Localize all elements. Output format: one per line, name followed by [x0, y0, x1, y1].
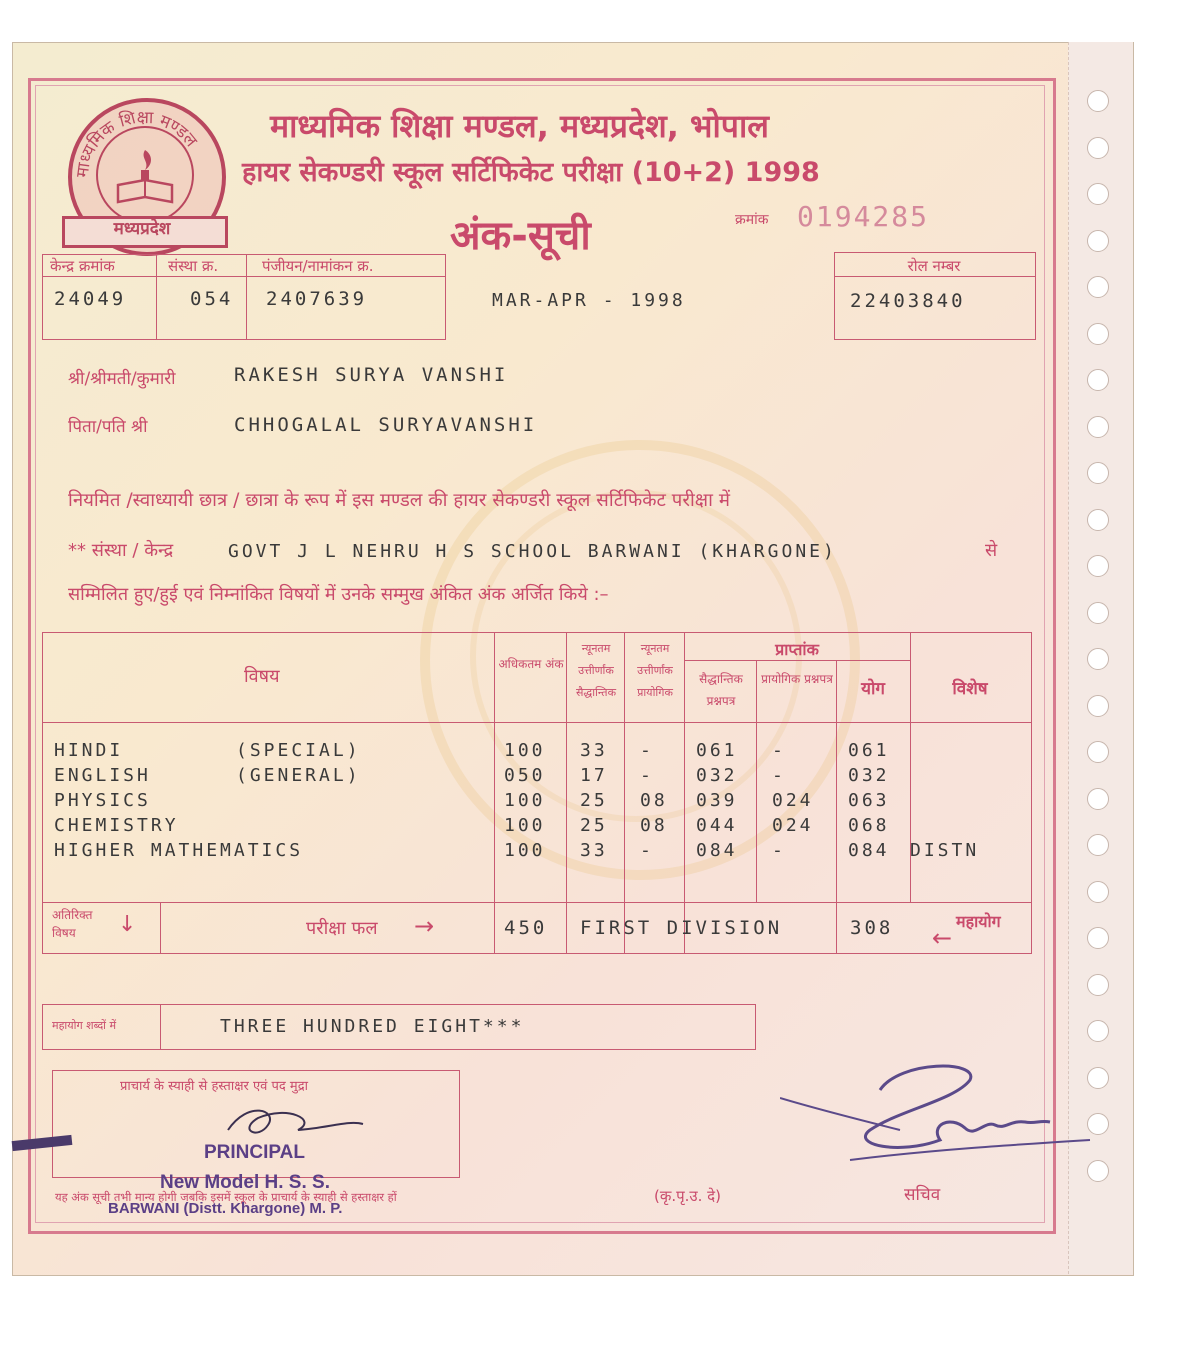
left-arrow-icon: ←	[932, 924, 953, 952]
id-box-divider-1	[156, 254, 157, 340]
perforation-hole	[1087, 648, 1109, 670]
cell-min-pr: -	[640, 740, 654, 761]
cell-practical: -	[772, 840, 786, 861]
marks-header-divider	[42, 722, 1032, 723]
header-subject: विषय	[244, 666, 280, 687]
perforation-hole	[1087, 183, 1109, 205]
institution-value: 054	[190, 288, 234, 310]
registration-label: पंजीयन/नामांकन क्र.	[262, 257, 374, 275]
cell-min-th: 25	[580, 790, 608, 811]
cell-min-pr: 08	[640, 815, 668, 836]
col-divider-min-pr	[624, 632, 625, 954]
perforation-hole	[1087, 602, 1109, 624]
perforation-hole	[1087, 369, 1109, 391]
perforation-hole	[1087, 137, 1109, 159]
perforation-hole	[1087, 416, 1109, 438]
document-title: अंक-सूची	[450, 213, 591, 259]
down-arrow-icon: ↓	[118, 912, 137, 937]
perforation-hole	[1087, 323, 1109, 345]
cell-total: 084	[848, 840, 890, 861]
perforation-hole	[1087, 927, 1109, 949]
cell-min-th: 17	[580, 765, 608, 786]
perforation-hole	[1087, 462, 1109, 484]
perforation-hole	[1087, 276, 1109, 298]
cell-subject: HINDI	[54, 740, 124, 761]
secretary-signature-icon	[780, 1050, 1100, 1170]
perforation-hole	[1087, 90, 1109, 112]
institution-label: संस्था क्र.	[168, 257, 219, 275]
cell-min-th: 33	[580, 740, 608, 761]
seal-label: मध्यप्रदेश	[113, 219, 171, 239]
book-lamp-icon	[110, 140, 180, 210]
words-box-divider	[160, 1004, 161, 1050]
header-total: योग	[861, 679, 885, 699]
cell-total: 032	[848, 765, 890, 786]
col-divider-special	[910, 632, 911, 902]
cell-subject: PHYSICS	[54, 790, 151, 811]
words-label: महायोग शब्दों में	[52, 1019, 117, 1032]
cell-type: (SPECIAL)	[236, 740, 361, 761]
cell-min-th: 25	[580, 815, 608, 836]
serial-label: क्रमांक	[735, 212, 769, 228]
cell-total: 061	[848, 740, 890, 761]
perforation-hole	[1087, 741, 1109, 763]
principal-box-label: प्राचार्य के स्याही से हस्ताक्षर एवं पद मुद्रा	[120, 1079, 308, 1094]
cell-max: 100	[504, 815, 546, 836]
board-name: माध्यमिक शिक्षा मण्डल, मध्यप्रदेश, भोपाल	[270, 107, 769, 145]
stamp-school: New Model H. S. S.	[160, 1172, 330, 1193]
cell-practical: 024	[772, 815, 814, 836]
secretary-label: सचिव	[904, 1185, 941, 1205]
perforation-hole	[1087, 834, 1109, 856]
cell-max: 050	[504, 765, 546, 786]
id-box-header-divider	[42, 276, 446, 277]
exam-name: हायर सेकण्डरी स्कूल सर्टिफिकेट परीक्षा (10+2) 1998	[242, 157, 820, 188]
stamp-address: BARWANI (Distt. Khargone) M. P.	[108, 1200, 343, 1217]
roll-value: 22403840	[850, 290, 966, 312]
cell-min-th: 33	[580, 840, 608, 861]
cell-subject: HIGHER MATHEMATICS	[54, 840, 304, 861]
school-name: GOVT J L NEHRU H S SCHOOL BARWANI (KHARGONE)	[228, 541, 837, 562]
centre-label: केन्द्र क्रमांक	[50, 257, 115, 275]
name-label: श्री/श्रीमती/कुमारी	[68, 369, 176, 389]
max-total: 450	[504, 917, 548, 939]
cell-special: DISTN	[910, 840, 980, 861]
col-divider-practical	[756, 660, 757, 902]
statement-line-3: सम्मिलित हुए/हुई एवं निम्नांकित विषयों में उनके सम्मुख अंकित अंक अर्जित किये :–	[68, 584, 609, 605]
cell-type: (GENERAL)	[236, 765, 361, 786]
exam-session: MAR-APR - 1998	[492, 290, 686, 311]
division: FIRST DIVISION	[580, 917, 783, 939]
obtained-header-divider	[684, 660, 910, 661]
cell-total: 063	[848, 790, 890, 811]
cell-subject: ENGLISH	[54, 765, 151, 786]
col-divider-min-th	[566, 632, 567, 954]
cell-subject: CHEMISTRY	[54, 815, 179, 836]
stamp-principal: PRINCIPAL	[204, 1142, 305, 1163]
cell-min-pr: -	[640, 765, 654, 786]
header-obtained: प्राप्तांक	[775, 640, 819, 659]
perforation-hole	[1087, 974, 1109, 996]
cell-max: 100	[504, 840, 546, 861]
perforation-hole	[1087, 1020, 1109, 1042]
cell-theory: 044	[696, 815, 738, 836]
perforation-hole	[1087, 788, 1109, 810]
header-min-theory: न्यूनतम उत्तीर्णांक सैद्धान्तिक	[575, 642, 617, 699]
serial-number: 0194285	[797, 200, 930, 233]
cell-practical: 024	[772, 790, 814, 811]
validity-note: यह अंक सूची तभी मान्य होगी जबकि इसमें स्कूल के प्राचार्य के स्याही से हस्ताक्षर हों	[55, 1190, 397, 1204]
cell-theory: 039	[696, 790, 738, 811]
name-value: RAKESH SURYA VANSHI	[234, 364, 509, 386]
father-value: CHHOGALAL SURYAVANSHI	[234, 414, 538, 436]
cell-min-pr: -	[640, 840, 654, 861]
col-divider-total	[836, 660, 837, 954]
grand-total: 308	[850, 917, 894, 939]
result-row-divider	[42, 902, 1032, 903]
statement-line-2-prefix: ** संस्था / केन्द्र	[68, 540, 174, 561]
cell-total: 068	[848, 815, 890, 836]
perforation-hole	[1087, 695, 1109, 717]
cell-max: 100	[504, 740, 546, 761]
header-special: विशेष	[952, 679, 988, 699]
right-arrow-icon: →	[414, 912, 435, 940]
pto-note: (कृ.पृ.उ. दे)	[654, 1187, 722, 1205]
roll-label: रोल नम्बर	[907, 257, 961, 275]
cell-practical: -	[772, 740, 786, 761]
cell-theory: 032	[696, 765, 738, 786]
svg-text:माध्यमिक शिक्षा मण्डल: माध्यमिक शिक्षा मण्डल	[72, 107, 201, 179]
header-min-practical: न्यूनतम उत्तीर्णांक प्रायोगिक	[637, 642, 673, 699]
cell-theory: 061	[696, 740, 738, 761]
col-divider-max	[494, 632, 495, 954]
registration-value: 2407639	[266, 288, 368, 310]
cell-theory: 084	[696, 840, 738, 861]
result-label: परीक्षा फल	[306, 918, 378, 939]
perforation-hole	[1087, 881, 1109, 903]
cell-max: 100	[504, 790, 546, 811]
statement-line-2-suffix: से	[985, 540, 998, 561]
centre-value: 24049	[54, 288, 127, 310]
col-divider-additional	[160, 902, 161, 954]
header-max-marks: अधिकतम अंक	[498, 657, 564, 671]
roll-box-divider	[834, 276, 1036, 277]
perforation-hole	[1087, 230, 1109, 252]
grand-total-label: महायोग	[956, 912, 1001, 931]
perforation-hole	[1087, 509, 1109, 531]
perforation-hole	[1087, 555, 1109, 577]
id-box-divider-2	[246, 254, 247, 340]
header-practical-paper: प्रायोगिक प्रश्नपत्र	[761, 672, 833, 686]
cell-min-pr: 08	[640, 790, 668, 811]
statement-line-1: नियमित /स्वाध्यायी छात्र / छात्रा के रूप में इस मण्डल की हायर सेकण्डरी स्कूल सर्टिफिकेट परीक्षा में	[68, 490, 730, 511]
header-theory-paper: सैद्धान्तिक प्रश्नपत्र	[699, 672, 743, 708]
father-label: पिता/पति श्री	[68, 417, 148, 437]
cell-practical: -	[772, 765, 786, 786]
words-value: THREE HUNDRED EIGHT***	[220, 1016, 525, 1037]
col-divider-theory	[684, 632, 685, 954]
additional-subject-label: अतिरिक्त विषय	[52, 908, 93, 940]
